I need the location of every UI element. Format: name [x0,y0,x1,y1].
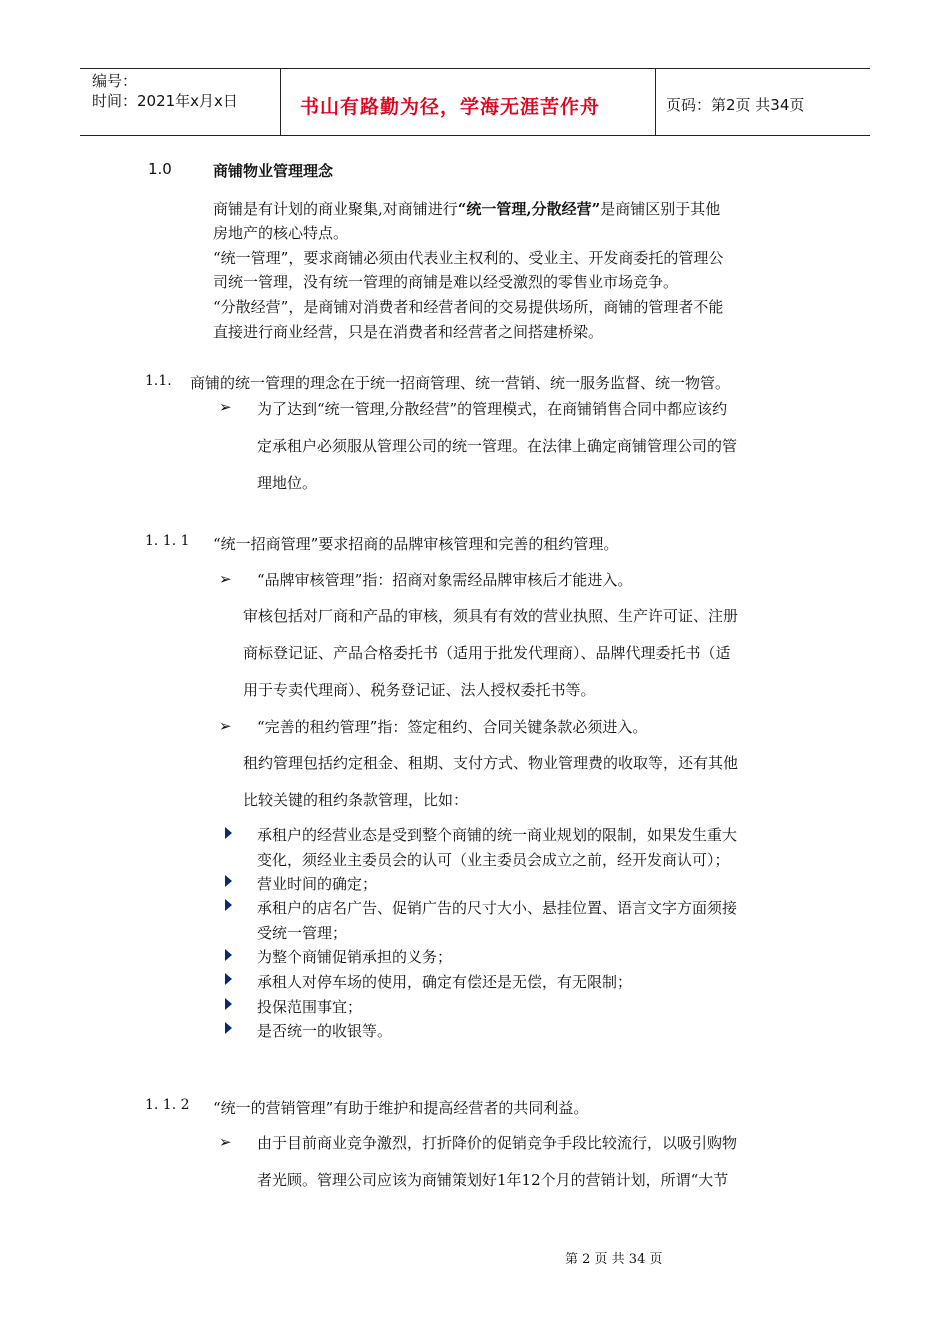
list-item: 承租户的经营业态是受到整个商铺的统一商业规划的限制，如果发生重大 [257,826,738,844]
section-title: 商铺物业管理理念 [213,162,334,180]
section-number: 1. 1. 1 [145,533,190,549]
paragraph-line: “统一管理”，要求商铺必须由代表业主权利的、受业主、开发商委托的管理公 [213,249,724,267]
list-item: 是否统一的收银等。 [257,1022,393,1040]
triangle-bullet-icon [225,998,232,1010]
paragraph-line: 直接进行商业经营，只是在消费者和经营者之间搭建桥梁。 [213,323,604,341]
paragraph-line: 审核包括对厂商和产品的审核，须具有有效的营业执照、生产许可证、注册 [243,607,739,625]
paragraph-line: 租约管理包括约定租金、租期、支付方式、物业管理费的收取等，还有其他 [243,754,739,772]
arrow-bullet-icon: ➢ [219,1133,232,1151]
triangle-bullet-icon [225,1022,232,1034]
paragraph-line: 商标登记证、产品合格委托书（适用于批发代理商）、品牌代理委托书（适 [243,644,731,662]
page-footer: 第 2 页 共 34 页 [565,1252,663,1267]
header-page-info: 页码：第2页 共34页 [666,96,805,114]
bullet-text: “完善的租约管理”指：签定租约、合同关键条款必须进入。 [257,718,648,736]
paragraph-line: “分散经营”，是商铺对消费者和经营者间的交易提供场所，商铺的管理者不能 [213,298,724,316]
triangle-bullet-icon [225,899,232,911]
list-item: 投保范围事宜； [257,998,363,1016]
section-number: 1.0 [148,160,172,178]
header-motto: 书山有路勤为径，学海无涯苦作舟 [300,96,601,118]
bullet-text: 为了达到“统一管理,分散经营”的管理模式，在商铺销售合同中都应该约 [257,400,728,418]
triangle-bullet-icon [225,973,232,985]
section-heading: 商铺的统一管理的理念在于统一招商管理、统一营销、统一服务监督、统一物管。 [190,374,731,392]
paragraph-line: 商铺是有计划的商业聚集,对商铺进行“统一管理,分散经营”是商铺区别于其他 [213,200,721,218]
section-number: 1.1. [145,373,172,389]
triangle-bullet-icon [225,949,232,961]
section-number: 1. 1. 2 [145,1097,190,1113]
bullet-text: 定承租户必须服从管理公司的统一管理。在法律上确定商铺管理公司的管 [257,437,738,455]
header-divider [280,68,281,135]
paragraph-line: 房地产的核心特点。 [213,224,349,242]
paragraph-line: 比较关键的租约条款管理，比如： [243,791,469,809]
bullet-text: 者光顾。管理公司应该为商铺策划好1年12个月的营销计划，所谓“大节 [257,1171,729,1189]
header-divider [655,68,656,135]
section-heading: “统一的营销管理”有助于维护和提高经营者的共同利益。 [213,1099,589,1117]
list-item: 受统一管理； [257,924,348,942]
arrow-bullet-icon: ➢ [219,398,232,416]
header-time-label: 时间：2021年x月x日 [92,92,238,110]
header-top-rule [80,68,870,69]
bullet-text: 由于目前商业竞争激烈，打折降价的促销竞争手段比较流行，以吸引购物 [257,1134,738,1152]
header-bottom-rule [80,135,870,136]
list-item: 为整个商铺促销承担的义务； [257,948,453,966]
bullet-text: “品牌审核管理”指：招商对象需经品牌审核后才能进入。 [257,571,633,589]
list-item: 变化，须经业主委员会的认可（业主委员会成立之前，经开发商认可）； [257,851,730,869]
list-item: 承租人对停车场的使用，确定有偿还是无偿，有无限制； [257,973,633,991]
paragraph-line: 司统一管理，没有统一管理的商铺是难以经受激烈的零售业市场竞争。 [213,273,679,291]
section-heading: “统一招商管理”要求招商的品牌审核管理和完善的租约管理。 [213,535,619,553]
list-item: 营业时间的确定； [257,875,378,893]
triangle-bullet-icon [225,875,232,887]
bullet-text: 理地位。 [257,474,318,492]
arrow-bullet-icon: ➢ [219,717,232,735]
list-item: 承租户的店名广告、促销广告的尺寸大小、悬挂位置、语言文字方面须接 [257,899,738,917]
arrow-bullet-icon: ➢ [219,570,232,588]
triangle-bullet-icon [225,827,232,839]
header-number-label: 编号： [92,72,138,90]
paragraph-line: 用于专卖代理商）、税务登记证、法人授权委托书等。 [243,681,596,699]
